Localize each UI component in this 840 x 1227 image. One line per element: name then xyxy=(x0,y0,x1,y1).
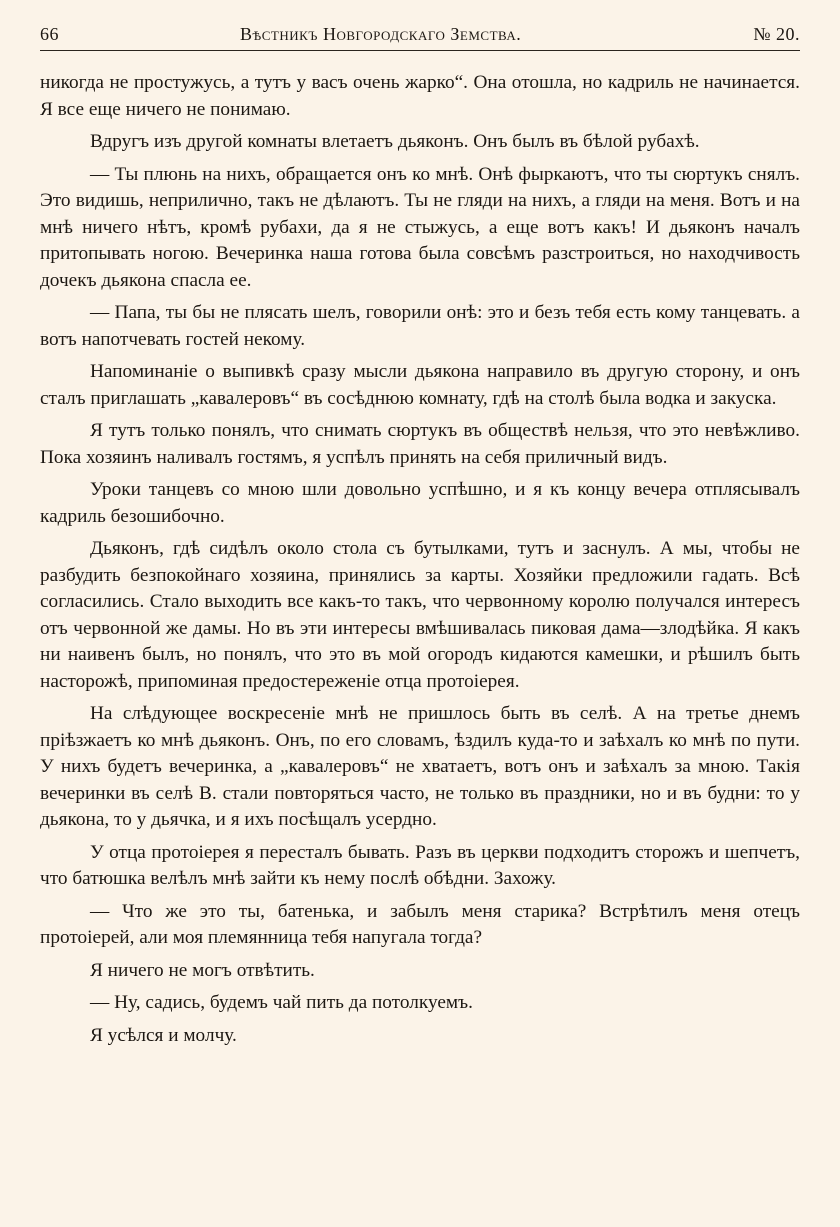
paragraph: никогда не простужусь, а тутъ у васъ очень жарко“. Она отошла, но кадриль не начинается. Я все еще ничего не понимаю. xyxy=(40,72,800,120)
running-header xyxy=(40,22,800,52)
paragraph: Вдругъ изъ другой комнаты влетаетъ дьяконъ. Онъ былъ въ бѣлой рубахѣ. xyxy=(90,131,700,152)
body-text xyxy=(40,70,800,1049)
paragraph: Уроки танцевъ со мною шли довольно успѣшно, и я къ концу вечера отплясывалъ кадриль безошибочно. xyxy=(40,479,800,527)
paragraph: Я усѣлся и молчу. xyxy=(90,1024,237,1046)
paragraph: Напоминаніе о выпивкѣ сразу мысли дьякона направило въ другую сторону, и онъ сталъ приглашать „кавалеровъ“ въ сосѣднюю комнату, гдѣ на столѣ была водка и закуска. xyxy=(40,361,800,409)
journal-title: Вѣстникъ Новгородскаго Земства. xyxy=(240,24,522,44)
paragraph: Я тутъ только понялъ, что снимать сюртукъ въ обществѣ нельзя, что это невѣжливо. Пока хозяинъ наливалъ гостямъ, я успѣлъ принять на себя приличный видъ. xyxy=(40,420,800,468)
page-number: 66 xyxy=(40,24,59,44)
paragraph: Дьяконъ, гдѣ сидѣлъ около стола съ бутылками, тутъ и заснулъ. А мы, чтобы не разбудить безпокойнаго хозяина, принялись за карты. Хозяйки предложили гадать. Всѣ согласились. Стало выходить все какъ-то такъ, что червонному королю получался интересъ отъ червонной же дамы. Но въ эти интересы вмѣшивалась пиковая дама—злодѣйка. Я какъ ни наивенъ былъ, но понялъ, что это въ мой огородъ кидаются камешки, и рѣшилъ быть насторожѣ, припоминая предостереженіе отца протоіерея. xyxy=(40,538,800,692)
page xyxy=(40,22,800,1055)
paragraph: — Ну, садись, будемъ чай пить да потолкуемъ. xyxy=(90,992,473,1013)
paragraph: — Что же это ты, батенька, и забылъ меня старика? Встрѣтилъ меня отецъ протоіерей, али моя племянница тебя напугала тогда? xyxy=(40,900,800,948)
paragraph: У отца протоіерея я пересталъ бывать. Разъ въ церкви подходитъ сторожъ и шепчетъ, что батюшка велѣлъ мнѣ зайти къ нему послѣ обѣдни. Захожу. xyxy=(40,841,800,889)
paragraph: Я ничего не могъ отвѣтить. xyxy=(90,959,315,981)
paragraph: — Ты плюнь на нихъ, обращается онъ ко мнѣ. Онѣ фыркаютъ, что ты сюртукъ снялъ. Это видишь, неприлично, такъ не дѣлаютъ. Ты не гляди на нихъ, а гляди на меня. Вотъ и на мнѣ ничего нѣтъ, кромѣ рубахи, да я не стыжусь, а еще вотъ какъ! И дьяконъ началъ притопывать ногою. Вечеринка наша готова была совсѣмъ разстроиться, но находчивость дочекъ дьякона спасла ее. xyxy=(40,163,800,291)
paragraph: — Папа, ты бы не плясать шелъ, говорили онѣ: это и безъ тебя есть кому танцевать. а вотъ напотчевать гостей некому. xyxy=(40,302,800,350)
issue-number: № 20. xyxy=(753,24,800,44)
header-rule xyxy=(40,50,800,51)
paragraph: На слѣдующее воскресеніе мнѣ не пришлось быть въ селѣ. А на третье днемъ пріѣзжаетъ ко мнѣ дьяконъ. Онъ, по его словамъ, ѣздилъ куда-то и заѣхалъ ко мнѣ по пути. У нихъ будетъ вечеринка, а „кавалеровъ“ не хватаетъ, вотъ онъ и заѣхалъ за мною. Такія вечеринки въ селѣ В. стали повторяться часто, не только въ праздники, но и въ будни: то у дьякона, то у дьячка, и я ихъ посѣщалъ усердно. xyxy=(40,703,800,830)
